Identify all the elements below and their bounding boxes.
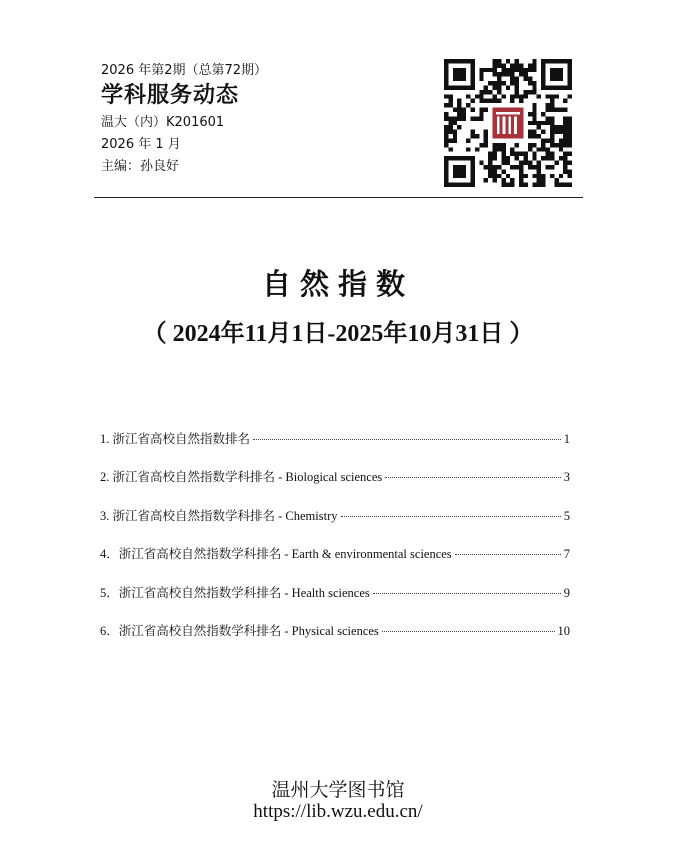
toc-item[interactable] xyxy=(100,467,570,505)
date-range: （ 2024年11月1日-2025年10月31日 ） xyxy=(142,321,534,347)
main-title: 自然指数 xyxy=(261,267,414,301)
organization-name: 温州大学图书馆 xyxy=(271,779,405,801)
toc-item-text: 4．浙江省高校自然指数学科排名 - Earth & environmental sciences xyxy=(100,547,452,562)
qr-code-icon xyxy=(444,59,572,187)
toc-item-text: 3. 浙江省高校自然指数学科排名 - Chemistry xyxy=(100,508,338,523)
toc-leader-dots xyxy=(455,554,561,555)
table-of-contents xyxy=(100,429,570,659)
toc-page-number: 7 xyxy=(563,547,570,562)
library-url[interactable]: https://lib.wzu.edu.cn/ xyxy=(253,801,423,822)
toc-page-number: 1 xyxy=(563,432,570,446)
serial-number: 温大（内）K201601 xyxy=(101,115,225,130)
toc-leader-dots xyxy=(385,477,560,478)
toc-item-text: 6．浙江省高校自然指数学科排名 - Physical sciences xyxy=(100,623,379,638)
toc-item-text: 2. 浙江省高校自然指数学科排名 - Biological sciences xyxy=(100,470,383,485)
header-divider xyxy=(94,197,583,198)
toc-item[interactable] xyxy=(100,544,570,582)
toc-page-number: 9 xyxy=(563,585,570,600)
toc-leader-dots xyxy=(373,593,561,594)
issue-date: 2026 年 1 月 xyxy=(101,137,181,152)
journal-title: 学科服务动态 xyxy=(101,83,240,108)
toc-leader-dots xyxy=(382,631,555,632)
toc-item[interactable] xyxy=(100,506,570,544)
issue-number: 2026 年第2期（总第72期） xyxy=(101,63,268,78)
toc-leader-dots xyxy=(341,516,561,517)
toc-item[interactable] xyxy=(100,621,570,659)
toc-item[interactable] xyxy=(100,583,570,621)
toc-page-number: 10 xyxy=(557,623,570,638)
toc-page-number: 3 xyxy=(563,470,570,485)
toc-item[interactable] xyxy=(100,429,570,467)
toc-item-text: 1. 浙江省高校自然指数排名 xyxy=(100,432,251,446)
toc-item-text: 5．浙江省高校自然指数学科排名 - Health sciences xyxy=(100,585,370,600)
chief-editor: 主编：孙良好 xyxy=(101,159,180,174)
header xyxy=(101,63,267,175)
toc-leader-dots xyxy=(253,439,561,440)
toc-page-number: 5 xyxy=(563,508,570,523)
